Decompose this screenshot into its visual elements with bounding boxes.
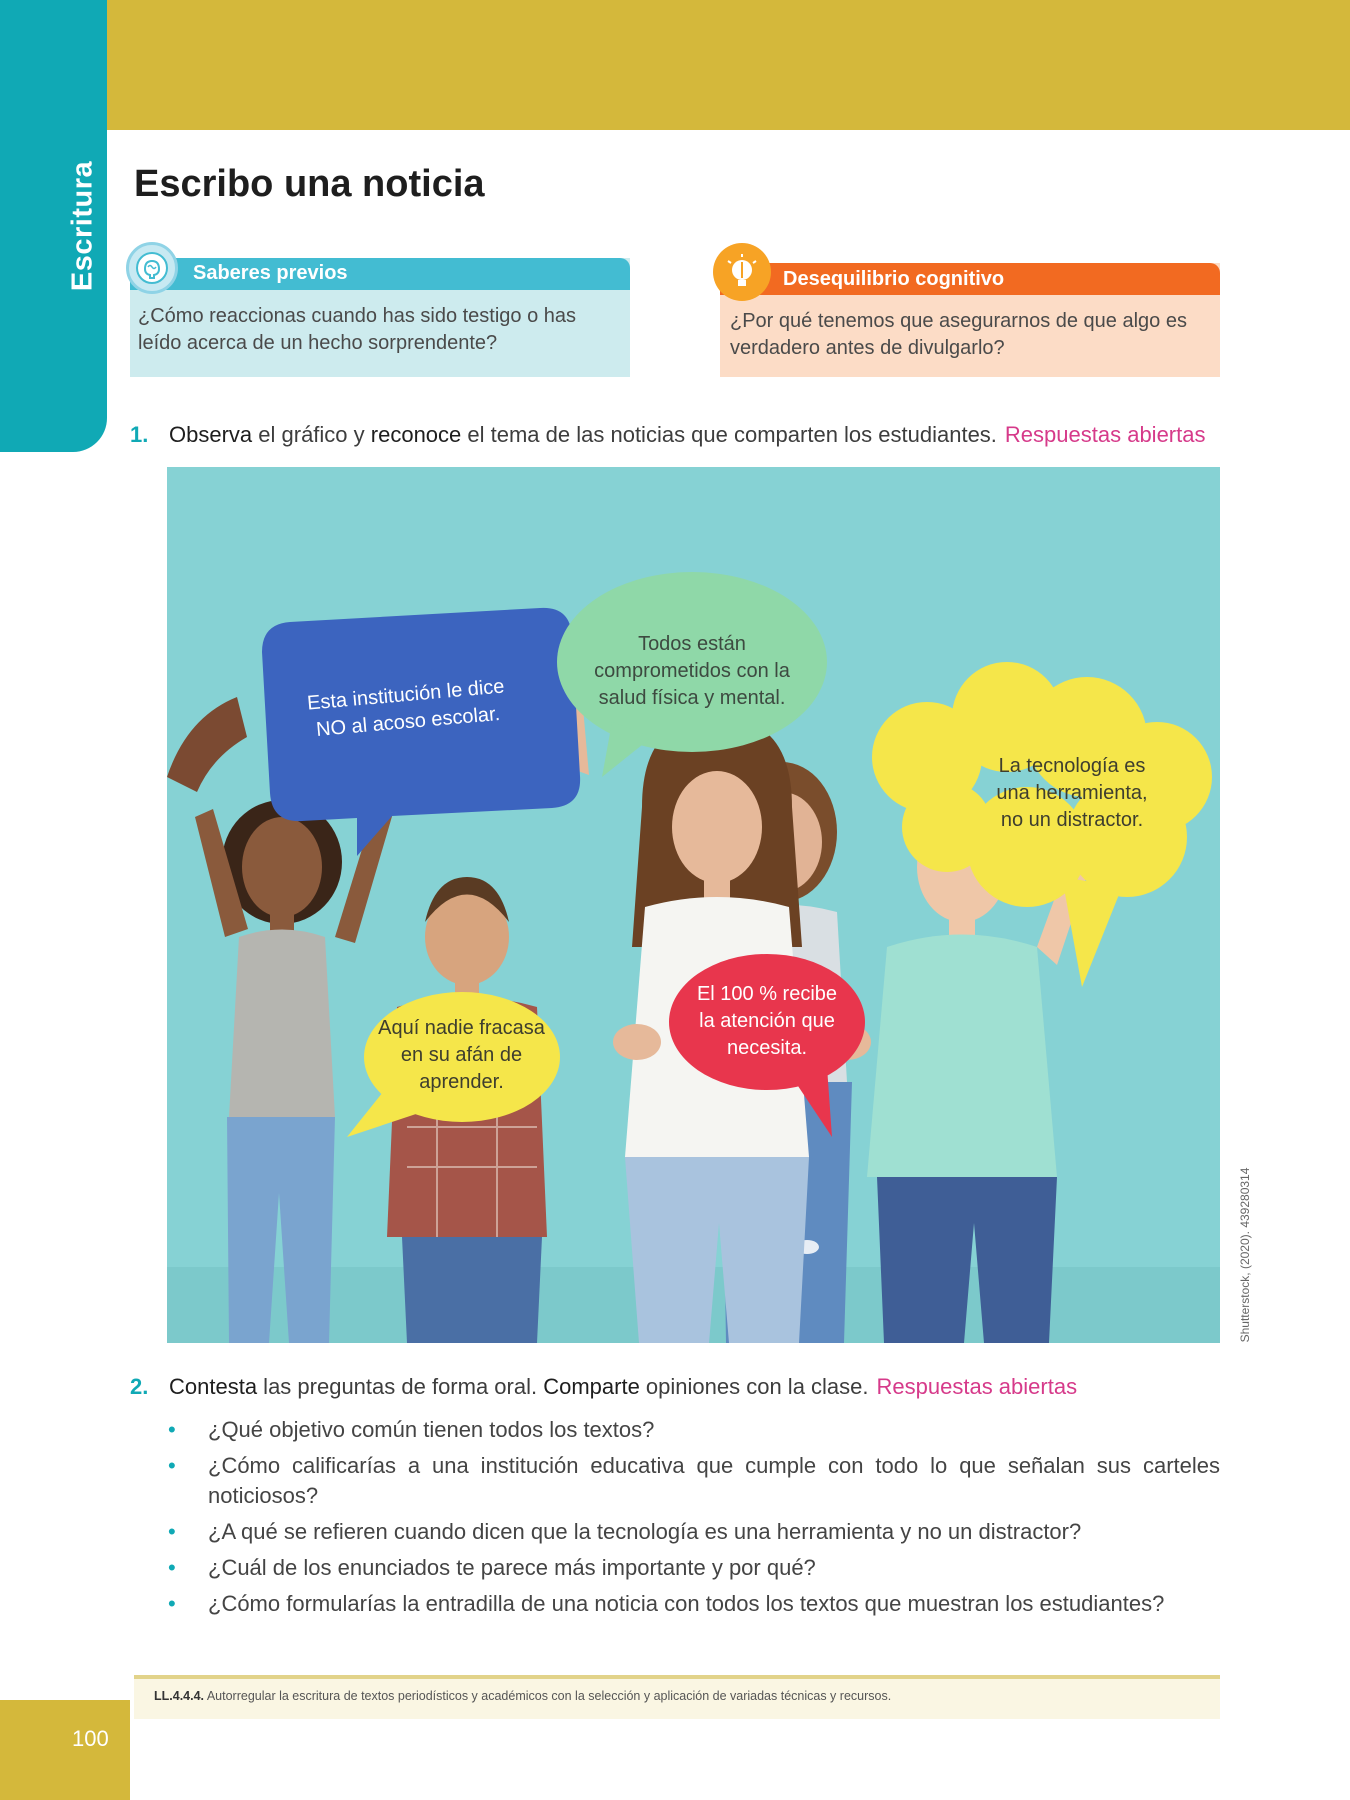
activity-2-number: 2. xyxy=(130,1374,149,1399)
desequilibrio-cognitivo-box xyxy=(720,263,1220,377)
list-item: • ¿A qué se refieren cuando dicen que la tecnología es una herramienta y no un distractor? xyxy=(168,1517,1220,1547)
page-number-box xyxy=(0,1700,130,1800)
activity-2-verb-comparte: Comparte xyxy=(543,1374,640,1399)
activity-2-instruction xyxy=(130,1374,1077,1400)
activity-1-number: 1. xyxy=(130,422,149,447)
activity-2-text-a: las preguntas de forma oral. xyxy=(257,1374,544,1399)
activity-1-verb-reconoce: reconoce xyxy=(370,422,462,447)
bullet-icon: • xyxy=(168,1417,176,1442)
saberes-previos-header xyxy=(130,258,630,290)
activity-2-answer: Respuestas abiertas xyxy=(876,1374,1078,1399)
skill-footer xyxy=(134,1675,1220,1719)
bullet-icon: • xyxy=(168,1555,176,1580)
skill-code: LL.4.4.4. xyxy=(154,1689,205,1703)
activity-2-text-b: opiniones con la clase. xyxy=(639,1374,869,1399)
bubble-text-atencion: El 100 % recibe la atención que necesita. xyxy=(696,983,838,1059)
list-item: • ¿Cómo formularías la entradilla de una noticia con todos los textos que muestran los estudiantes? xyxy=(168,1589,1220,1619)
activity-1-text-a: el gráfico y xyxy=(252,422,371,447)
activity-2-verb-contesta: Contesta xyxy=(169,1374,258,1399)
bullet-icon: • xyxy=(168,1591,176,1616)
bubble-text-tecnologia: La tecnología es una herramienta, no un distractor. xyxy=(996,755,1148,831)
bullet-icon: • xyxy=(168,1519,176,1544)
desequilibrio-cognitivo-label: Desequilibrio cognitivo xyxy=(783,268,1005,290)
saberes-previos-box xyxy=(130,258,630,377)
students-illustration xyxy=(167,467,1220,1343)
bubble-text-acoso: Esta institución le dice NO al acoso escolar. xyxy=(306,675,506,741)
list-item: • ¿Cómo calificarías a una institución educativa que cumple con todo lo que señalan sus carteles noticiosos? xyxy=(168,1453,1220,1508)
list-item: • ¿Cuál de los enunciados te parece más importante y por qué? xyxy=(168,1553,1220,1583)
section-side-tab xyxy=(0,0,107,452)
bubble-text-fracasa: Aquí nadie fracasa en su afán de aprender. xyxy=(378,1017,545,1093)
page-title: Escribo una noticia xyxy=(134,163,485,205)
activity-1-text-b: el tema de las noticias que comparten los estudiantes. xyxy=(461,422,997,447)
activity-1-instruction xyxy=(130,422,1205,448)
activity-1-verb-observa: Observa xyxy=(169,422,253,447)
list-item: • ¿Qué objetivo común tienen todos los textos? xyxy=(168,1415,1220,1445)
bubble-text-salud: Todos están comprometidos con la salud física y mental. xyxy=(594,633,790,709)
desequilibrio-cognitivo-header xyxy=(720,263,1220,295)
section-label: Escritura xyxy=(66,160,99,292)
photo-credit: Shutterstock, (2020). 439280314 xyxy=(1238,1167,1252,1343)
bullet-icon: • xyxy=(168,1453,176,1478)
question-list xyxy=(168,1415,1220,1625)
skill-text: Autorregular la escritura de textos periodísticos y académicos con la selección y aplicación de variadas técnicas y recursos. xyxy=(206,1689,892,1703)
page-number: 100 xyxy=(72,1726,109,1751)
skill-description xyxy=(154,1689,891,1703)
brain-icon xyxy=(126,242,178,294)
lightbulb-icon xyxy=(713,243,771,301)
activity-1-answer: Respuestas abiertas xyxy=(1004,422,1206,447)
top-color-band xyxy=(107,0,1350,130)
saberes-previos-label: Saberes previos xyxy=(193,262,348,284)
students-photo xyxy=(167,467,1220,1343)
saberes-previos-question: ¿Cómo reaccionas cuando has sido testigo o has leído acerca de un hecho sorprendente? xyxy=(138,305,577,354)
desequilibrio-cognitivo-question: ¿Por qué tenemos que asegurarnos de que algo es verdadero antes de divulgarlo? xyxy=(730,310,1187,359)
